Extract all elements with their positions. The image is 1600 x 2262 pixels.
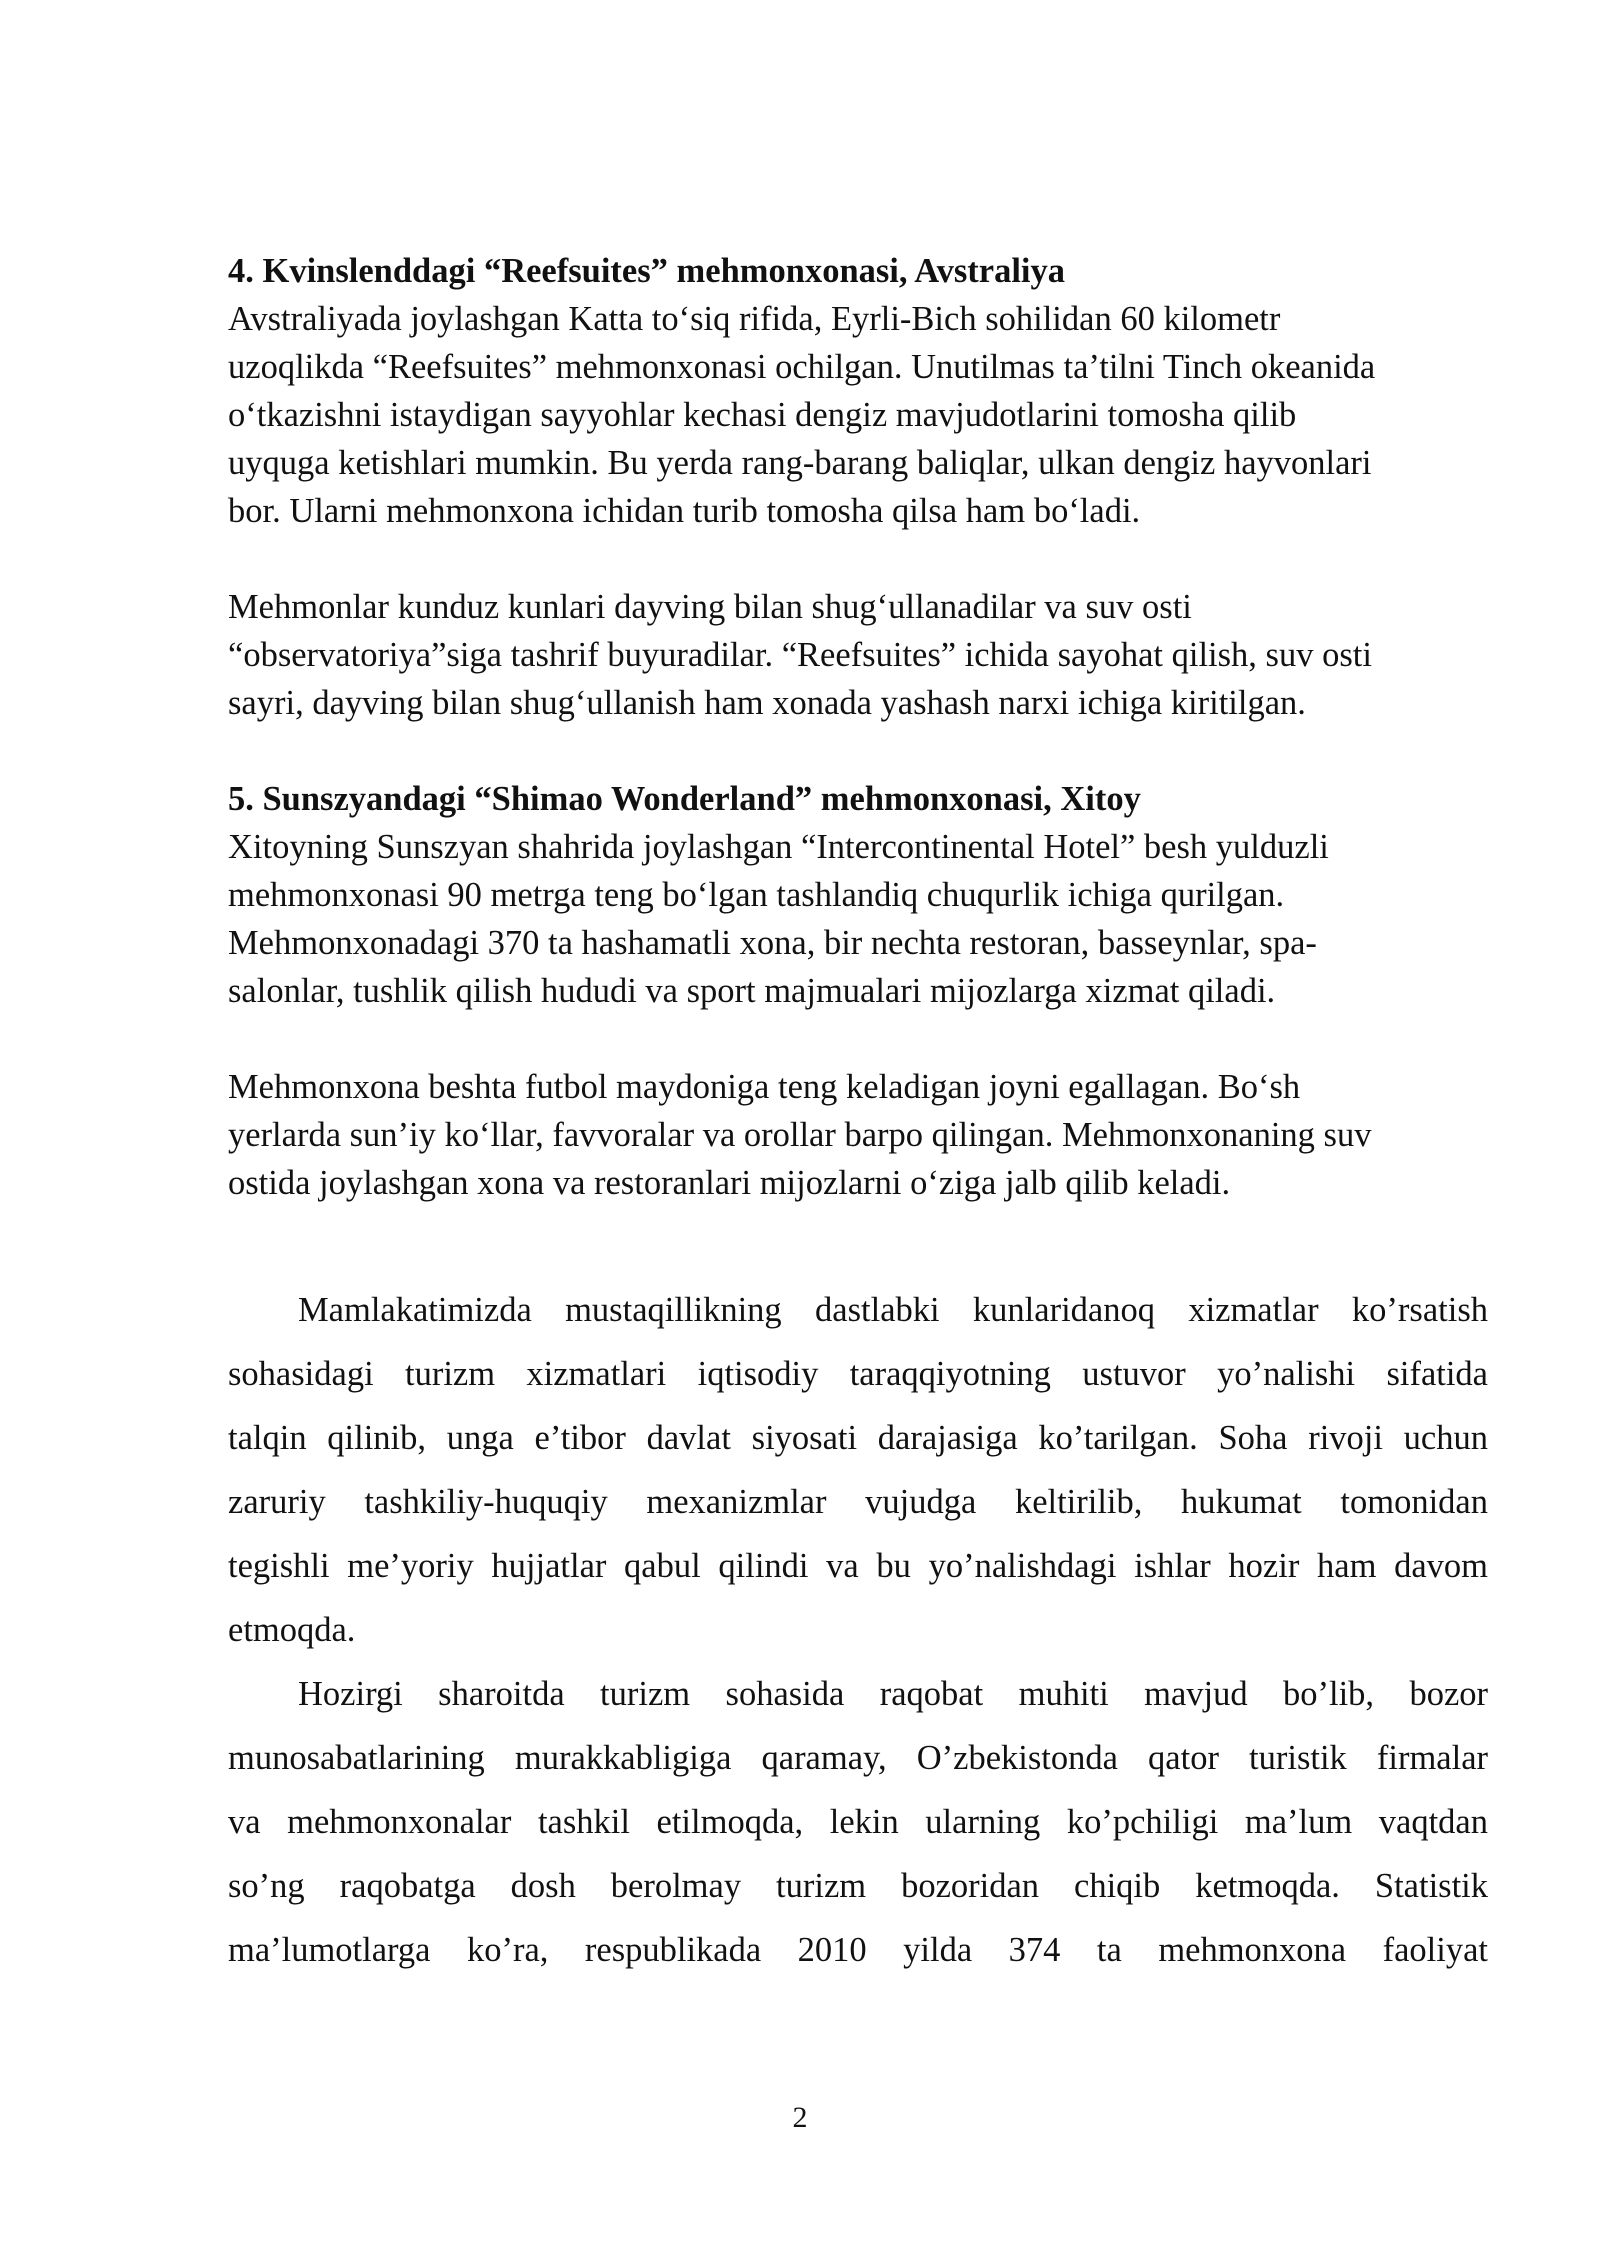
text-line: zaruriy tashkiliy-huquqiy mexanizmlar vujudga keltirilib, hukumat tomonidan	[228, 1483, 1488, 1521]
text-line: bor. Ularni mehmonxona ichidan turib tomosha qilsa ham bo‘ladi.	[228, 492, 1141, 530]
section-5-paragraph-2	[228, 1063, 1488, 1207]
text-line: uzoqlikda “Reefsuites” mehmonxonasi ochilgan. Unutilmas ta’tilni Tinch okeanida	[228, 348, 1376, 386]
section-4-paragraph-2	[228, 583, 1488, 727]
body-paragraph-1	[228, 1278, 1488, 1662]
section-5-heading: 5. Sunszyandagi “Shimao Wonderland” mehmonxonasi, Xitoy	[228, 780, 1141, 818]
text-line: mehmonxonasi 90 metrga teng bo‘lgan tashlandiq chuqurlik ichiga qurilgan.	[228, 876, 1285, 914]
text-line: Mamlakatimizda mustaqillikning dastlabki kunlaridanoq xizmatlar ko’rsatish	[298, 1291, 1488, 1329]
text-line: ostida joylashgan xona va restoranlari mijozlarni o‘ziga jalb qilib keladi.	[228, 1164, 1231, 1202]
text-line: Avstraliyada joylashgan Katta to‘siq rifida, Eyrli-Bich sohilidan 60 kilometr	[228, 300, 1281, 338]
text-line: yerlarda sun’iy ko‘llar, favvoralar va orollar barpo qilingan. Mehmonxonaning suv	[228, 1116, 1372, 1154]
body-paragraph-2	[228, 1662, 1488, 1982]
text-line: ma’lumotlarga ko’ra, respublikada 2010 yilda 374 ta mehmonxona faoliyat	[228, 1931, 1488, 1969]
text-line: Hozirgi sharoitda turizm sohasida raqobat muhiti mavjud bo’lib, bozor	[298, 1675, 1488, 1713]
section-4	[228, 247, 1488, 535]
text-line: o‘tkazishni istaydigan sayyohlar kechasi dengiz mavjudotlarini tomosha qilib	[228, 396, 1297, 434]
text-line: tegishli me’yoriy hujjatlar qabul qilindi va bu yo’nalishdagi ishlar hozir ham davom	[228, 1547, 1488, 1585]
text-line: Mehmonxonadagi 370 ta hashamatli xona, bir nechta restoran, basseynlar, spa-	[228, 924, 1317, 962]
text-line: Xitoyning Sunszyan shahrida joylashgan “Intercontinental Hotel” besh yulduzli	[228, 828, 1329, 866]
text-line: talqin qilinib, unga e’tibor davlat siyosati darajasiga ko’tarilgan. Soha rivoji uchun	[228, 1419, 1488, 1457]
text-line: so’ng raqobatga dosh berolmay turizm bozoridan chiqib ketmoqda. Statistik	[228, 1867, 1488, 1905]
text-line: Mehmonlar kunduz kunlari dayving bilan shug‘ullanadilar va suv osti	[228, 588, 1192, 626]
text-line: uyquga ketishlari mumkin. Bu yerda rang-barang baliqlar, ulkan dengiz hayvonlari	[228, 444, 1372, 482]
text-line: “observatoriya”siga tashrif buyuradilar. “Reefsuites” ichida sayohat qilish, suv osti	[228, 636, 1372, 674]
section-4-heading: 4. Kvinslenddagi “Reefsuites” mehmonxonasi, Avstraliya	[228, 252, 1065, 290]
section-4-paragraph-1	[228, 295, 1488, 535]
text-line: sayri, dayving bilan shug‘ullanish ham xonada yashash narxi ichiga kiritilgan.	[228, 684, 1306, 722]
text-line: munosabatlarining murakkabligiga qaramay, O’zbekistonda qator turistik firmalar	[228, 1739, 1488, 1777]
text-line: etmoqda.	[228, 1611, 356, 1649]
section-5-paragraph-1	[228, 823, 1488, 1015]
text-line: Mehmonxona beshta futbol maydoniga teng keladigan joyni egallagan. Bo‘sh	[228, 1068, 1301, 1106]
text-line: sohasidagi turizm xizmatlari iqtisodiy taraqqiyotning ustuvor yo’nalishi sifatida	[228, 1355, 1488, 1393]
text-line: va mehmonxonalar tashkil etilmoqda, lekin ularning ko’pchiligi ma’lum vaqtdan	[228, 1803, 1488, 1841]
page-number: 2	[792, 2101, 808, 2134]
text-line: salonlar, tushlik qilish hududi va sport majmualari mijozlarga xizmat qiladi.	[228, 972, 1276, 1010]
section-5	[228, 775, 1488, 1015]
